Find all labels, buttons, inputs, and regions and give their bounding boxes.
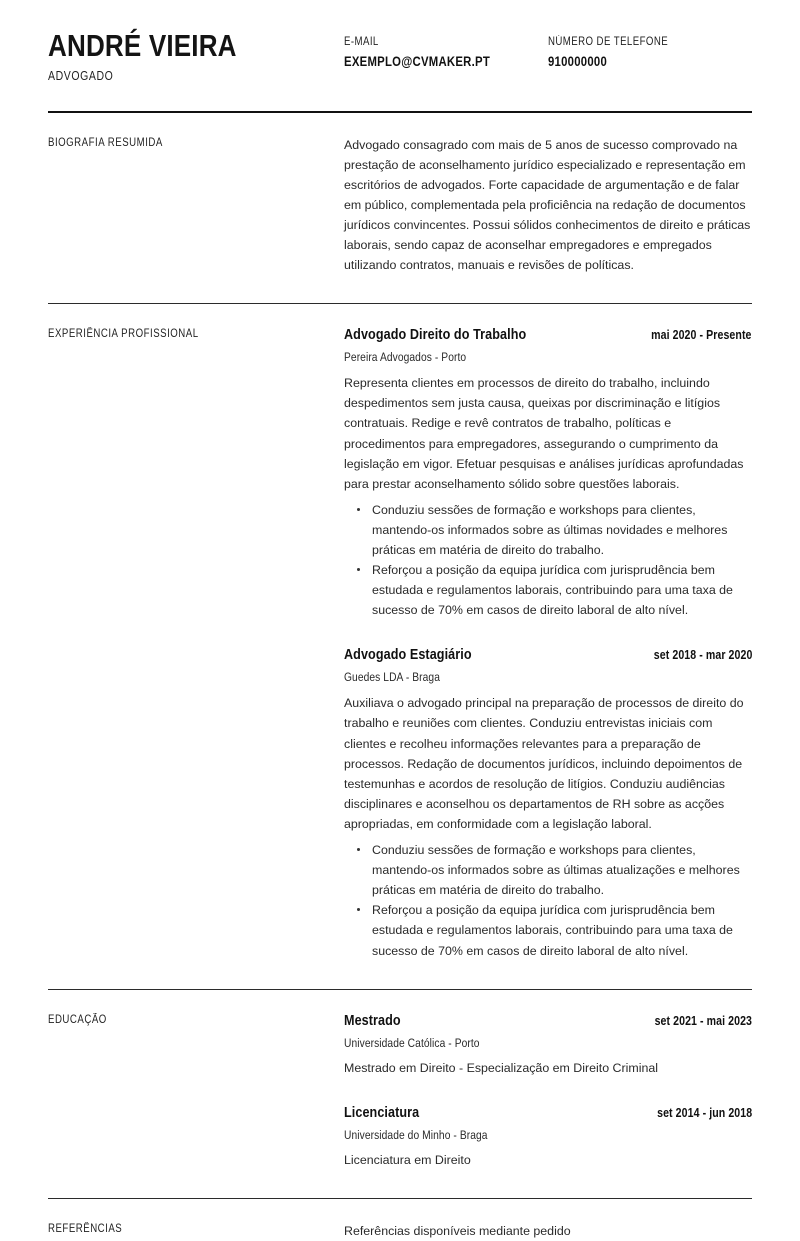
biography-content [344,135,752,276]
candidate-profession: ADVOGADO [48,68,114,83]
education-label-column [48,1012,344,1026]
education-institution: Universidade do Minho - Braga [344,1127,488,1142]
education-entry [344,1012,752,1078]
experience-description: Representa clientes em processos de direito do trabalho, incluindo despedimentos sem justa causa, queixas por discriminação e litígios contratuais. Redige e revê contratos de trabalho, políticas e procedimentos para empregadores, assegurando o cumprimento da legislação em vigor. Efetuar pesquisas e análises jurídicas aprofundadas para prestar aconselhamento sólido sobre questões laborais. [344,376,744,491]
education-degree-title: Mestrado [344,1011,401,1029]
candidate-name: ANDRÉ VIEIRA [48,28,237,63]
experience-content [344,326,752,960]
contact-phone [548,36,752,69]
section-biography [0,113,800,296]
education-date: set 2014 - jun 2018 [656,1105,752,1120]
education-institution: Universidade Católica - Porto [344,1035,480,1050]
experience-bullet: Conduziu sessões de formação e workshops para clientes, mantendo-os informados sobre as últimas novidades e melhores práticas em matéria de direito do trabalho. [344,500,752,560]
references-label-column [48,1221,344,1235]
experience-job-title: Advogado Estagiário [344,646,472,664]
experience-employer: Guedes LDA - Braga [344,670,440,685]
experience-bullet: Reforçou a posição da equipa jurídica com jurisprudência bem estudada e regulamentos laborais, contribuindo para uma taxa de sucesso de 70% em casos de direito laboral de alto nível. [344,900,752,960]
education-content [344,1012,752,1170]
education-detail: Licenciatura em Direito [344,1152,471,1167]
experience-job-date: mai 2020 - Presente [651,328,752,343]
experience-job-date: set 2018 - mar 2020 [653,648,752,663]
education-entry [344,1104,752,1170]
education-entry-head [344,1012,752,1029]
biography-label-column [48,135,344,149]
experience-description: Auxiliava o advogado principal na preparação de processos de direito do trabalho e reuniões com clientes. Conduziu entrevistas iniciais com clientes e recolheu informações relevantes para a preparação de processos. Redação de documentos jurídicos, incluindo depoimentos de testemunhas e acordos de resolução de litígios. Conduziu audiências disciplinares e aconselhou os departamentos de RH sobre as acções apropriadas, em conformidade com a legislação laboral. [344,696,744,831]
experience-bullet-list [344,840,752,961]
experience-entry [344,326,752,620]
experience-employer: Pereira Advogados - Porto [344,350,467,365]
contact-email-value[interactable]: EXEMPLO@CVMAKER.PT [344,54,491,69]
contact-block [344,30,752,69]
references-content [344,1221,752,1241]
section-education [0,990,800,1190]
contact-email-label: E-MAIL [344,36,379,48]
experience-entry-head [344,326,752,343]
section-references [0,1199,800,1241]
section-experience [0,304,800,980]
contact-phone-value[interactable]: 910000000 [548,54,608,69]
education-entry-head [344,1104,752,1121]
experience-bullet: Reforçou a posição da equipa jurídica com jurisprudência bem estudada e regulamentos laborais, contribuindo para uma taxa de sucesso de 70% em casos de direito laboral de alto nível. [344,560,752,620]
experience-bullet: Conduziu sessões de formação e workshops para clientes, mantendo-os informados sobre as últimas atualizações e melhores práticas em matéria de direito do trabalho. [344,840,752,900]
header-identity [48,30,344,83]
education-date: set 2021 - mai 2023 [654,1013,752,1028]
resume-header [0,0,800,83]
experience-job-title: Advogado Direito do Trabalho [344,326,527,344]
education-detail: Mestrado em Direito - Especialização em Direito Criminal [344,1060,658,1075]
section-label-experience: EXPERIÊNCIA PROFISSIONAL [48,328,199,341]
contact-phone-label: NÚMERO DE TELEFONE [548,36,669,48]
experience-label-column [48,326,344,340]
section-label-biography: BIOGRAFIA RESUMIDA [48,136,163,149]
section-label-education: EDUCAÇÃO [48,1013,107,1026]
experience-bullet-list [344,500,752,621]
contact-email [344,36,548,69]
experience-entry-head [344,646,752,663]
references-text: Referências disponíveis mediante pedido [344,1223,571,1238]
biography-text: Advogado consagrado com mais de 5 anos de sucesso comprovado na prestação de aconselhamento jurídico especializado e representação em escritórios de advogados. Forte capacidade de argumentação e de falar em público, complementada pela proficiência na redação de documentos jurídicos convincentes. Possui sólidos conhecimentos de direito e práticas laborais, sendo capaz de aconselhar empregadores e empregados utilizando contratos, manuais e revisões de políticas. [344,137,751,273]
education-degree-title: Licenciatura [344,1103,420,1121]
section-label-references: REFERÊNCIAS [48,1222,123,1235]
experience-entry [344,646,752,960]
